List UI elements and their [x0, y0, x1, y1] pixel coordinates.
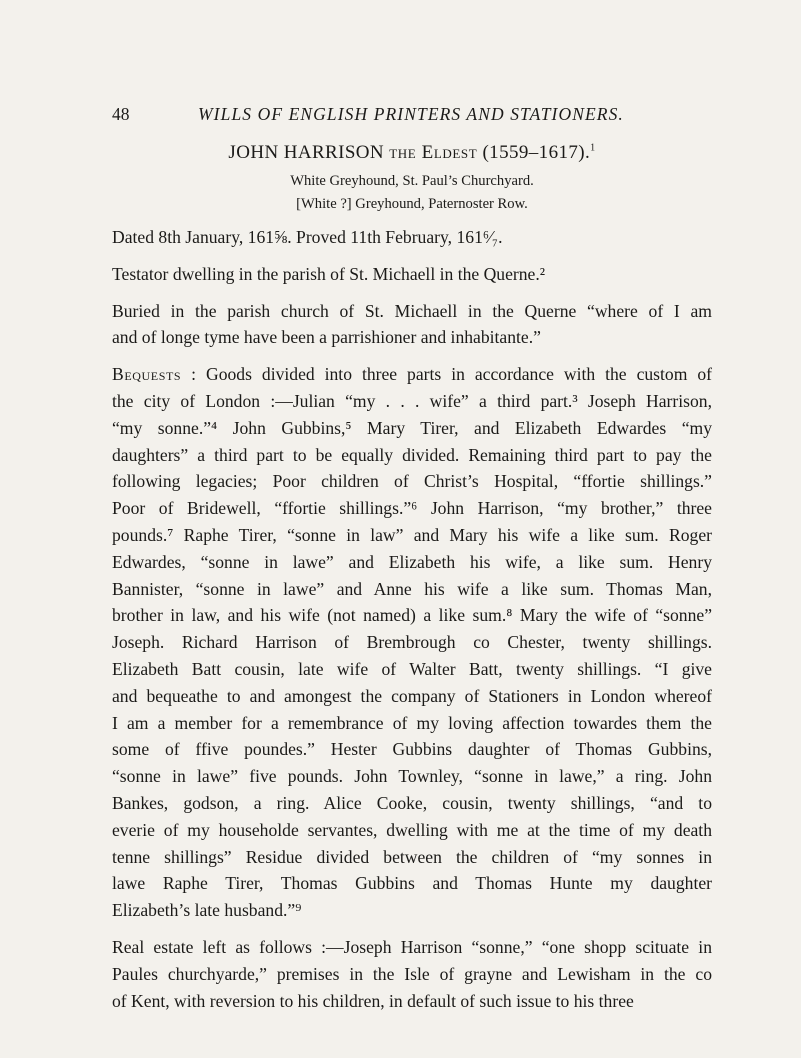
text-line: everie of my householde servantes, dwelling with me at the time of my death: [112, 819, 712, 840]
text-line: Elizabeth’s late husband.”⁹: [112, 900, 302, 921]
text-line: Paules churchyarde,” premises in the Isle of grayne and Lewisham in the co: [112, 963, 712, 984]
entry-title: [112, 142, 712, 164]
text-line: brother in law, and his wife (not named) a like sum.⁸ Mary the wife of “sonne”: [112, 605, 712, 626]
text-line: [112, 361, 712, 388]
text-line: pounds.⁷ Raphe Tirer, “sonne in law” and Mary his wife a like sum. Roger: [112, 524, 712, 545]
text-line: Testator dwelling in the parish of St. Michaell in the Querne.²: [112, 263, 546, 284]
text-line: some of ffive poundes.” Hester Gubbins daughter of Thomas Gubbins,: [112, 739, 712, 760]
bequests-first-line: : Goods divided into three parts in accordance with the custom of: [181, 364, 712, 385]
burial-paragraph: [112, 298, 712, 352]
text-line: daughters” a third part to be equally divided. Remaining third part to pay the: [112, 444, 712, 465]
entry-dates: (1559–1617).: [482, 142, 591, 163]
footnote-mark: 1: [590, 142, 596, 154]
text-line: following legacies; Poor children of Christ’s Hospital, “ffortie shillings.”: [112, 471, 712, 492]
bequests-rest: [112, 388, 712, 924]
text-line: tenne shillings” Residue divided between the children of “my sonnes in: [112, 846, 712, 867]
bequests-label: Bequests: [112, 364, 182, 385]
running-title: WILLS OF ENGLISH PRINTERS AND STATIONERS.: [198, 104, 624, 124]
text-line: Real estate left as follows :—Joseph Harrison “sonne,” “one shopp scituate in: [112, 936, 712, 957]
running-head: [112, 104, 712, 132]
text-line: of Kent, with reversion to his children, in default of such issue to his three: [112, 990, 634, 1011]
text-line: Poor of Bridewell, “ffortie shillings.”⁶ John Harrison, “my brother,” three: [112, 498, 712, 519]
entry-epithet: the Eldest: [389, 142, 478, 163]
text-line: Bannister, “sonne in lawe” and Anne his wife a like sum. Thomas Man,: [112, 578, 712, 599]
testator-paragraph: [112, 261, 712, 288]
text-line: “my sonne.”⁴ John Gubbins,⁵ Mary Tirer, and Elizabeth Edwardes “my: [112, 417, 712, 438]
bequests-paragraph: [112, 361, 712, 924]
text-line: the city of London :—Julian “my . . . wife” a third part.³ Joseph Harrison,: [112, 390, 712, 411]
text-line: Dated 8th January, 161⅝. Proved 11th February, 161⁶⁄₇.: [112, 227, 503, 247]
text-line: Buried in the parish church of St. Michaell in the Querne “where of I am: [112, 300, 712, 321]
entry-name: JOHN HARRISON: [228, 142, 385, 163]
text-line: Bankes, godson, a ring. Alice Cooke, cousin, twenty shillings, “and to: [112, 792, 712, 813]
address-line: [White ?] Greyhound, Paternoster Row.: [296, 196, 528, 212]
text-line: and bequeathe to and amongest the company of Stationers in London whereof: [112, 685, 712, 706]
book-page: [112, 104, 712, 1014]
text-line: lawe Raphe Tirer, Thomas Gubbins and Thomas Hunte my daughter: [112, 873, 712, 894]
text-line: I am a member for a remembrance of my loving affection towardes them the: [112, 712, 712, 733]
page-number: 48: [112, 104, 130, 124]
text-line: Edwardes, “sonne in lawe” and Elizabeth his wife, a like sum. Henry: [112, 551, 712, 572]
text-line: Elizabeth Batt cousin, late wife of Walter Batt, twenty shillings. “I give: [112, 658, 712, 679]
real-estate-paragraph: [112, 934, 712, 1014]
address-line: White Greyhound, St. Paul’s Churchyard.: [290, 173, 534, 189]
text-line: and of longe tyme have been a parrishioner and inhabitante.”: [112, 327, 541, 348]
text-line: Joseph. Richard Harrison of Brembrough co Chester, twenty shillings.: [112, 632, 712, 653]
dated-paragraph: [112, 224, 712, 251]
text-line: “sonne in lawe” five pounds. John Townley, “sonne in lawe,” a ring. John: [112, 766, 712, 787]
